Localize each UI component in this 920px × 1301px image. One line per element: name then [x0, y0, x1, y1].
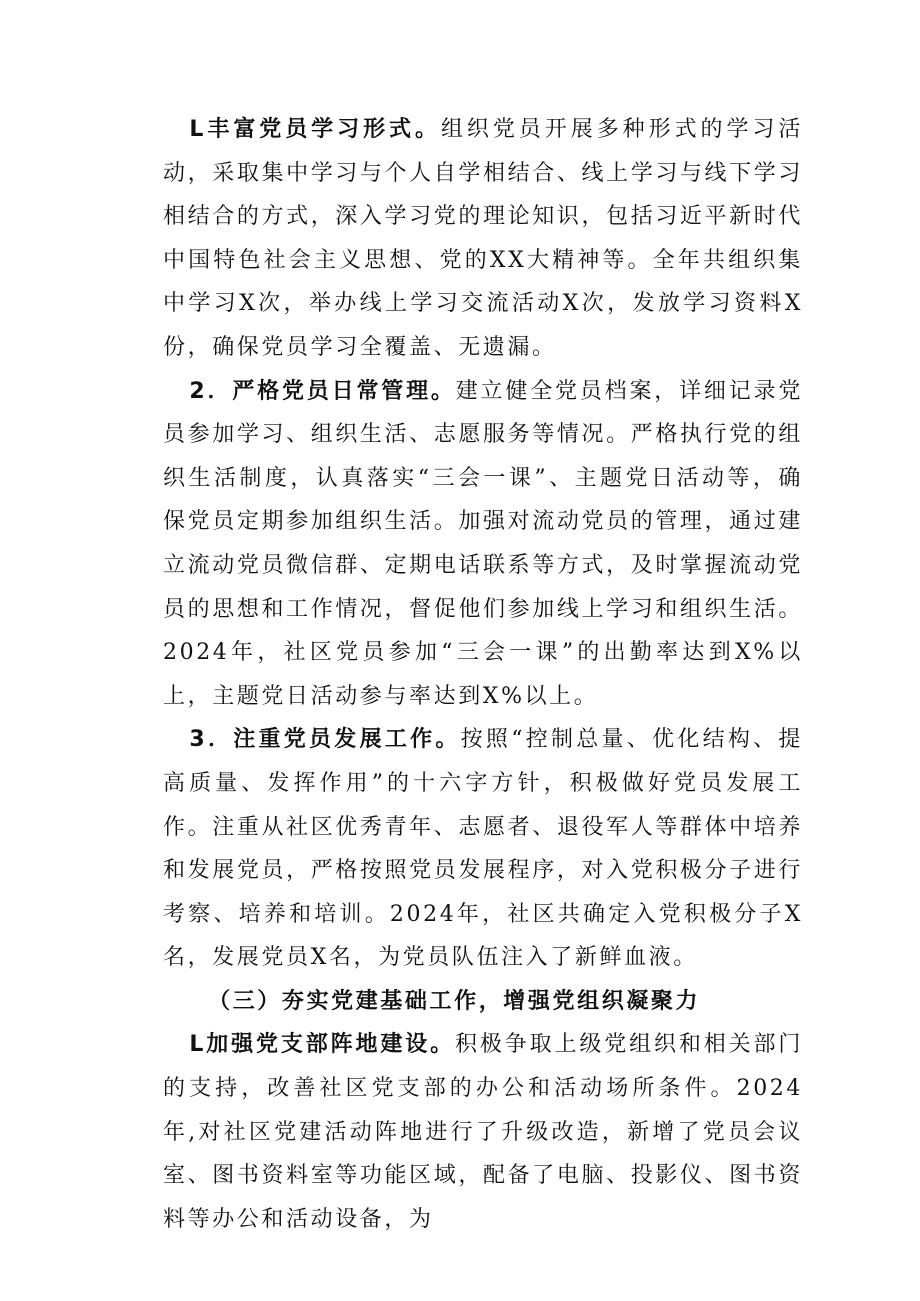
paragraph-daily-management [163, 370, 803, 719]
paragraph-lead: L丰富党员学习形式。 [189, 117, 441, 142]
document-body [163, 108, 803, 1241]
paragraph-branch-facilities [163, 1023, 803, 1241]
section-heading: （三）夯实党建基础工作，增强党组织凝聚力 [208, 988, 701, 1014]
paragraph-text: 组织党员开展多种形式的学习活动，采取集中学习与个人自学相结合、线上学习与线下学习相结合的方式，深入学习党的理论知识，包括习近平新时代中国特色社会主义思想、党的XX大精神等。全年共组织集中学习X次，举办线上学习交流活动X次，发放学习资料X份，确保党员学习全覆盖、无遗漏。 [163, 117, 803, 360]
paragraph-lead: 2．严格党员日常管理。 [189, 378, 456, 404]
paragraph-lead: 3．注重党员发展工作。 [189, 727, 461, 753]
paragraph-member-development [163, 718, 803, 980]
paragraph-study-forms [163, 108, 803, 370]
paragraph-text: 按照“控制总量、优化结构、提高质量、发挥作用”的十六字方针，积极做好党员发展工作。注重从社区优秀青年、志愿者、退役军人等群体中培养和发展党员，严格按照党员发展程序，对入党积极分子进行考察、培养和培训。2024年，社区共确定入党积极分子X名，发展党员X名，为党员队伍注入了新鲜血液。 [163, 727, 803, 971]
paragraph-text: 积极争取上级党组织和相关部门的支持，改善社区党支部的办公和活动场所条件。2024年,对社区党建活动阵地进行了升级改造，新增了党员会议室、图书资料室等功能区域，配备了电脑、投影仪、图书资料等办公和活动设备，为 [163, 1032, 803, 1232]
paragraph-lead: L加强党支部阵地建设。 [189, 1032, 456, 1058]
paragraph-text: 建立健全党员档案，详细记录党员参加学习、组织生活、志愿服务等情况。严格执行党的组织生活制度，认真落实“三会一课”、主题党日活动等，确保党员定期参加组织生活。加强对流动党员的管理，通过建立流动党员微信群、定期电话联系等方式，及时掌握流动党员的思想和工作情况，督促他们参加线上学习和组织生活。2024年，社区党员参加“三会一课”的出勤率达到X%以上，主题党日活动参与率达到X%以上。 [163, 378, 804, 709]
